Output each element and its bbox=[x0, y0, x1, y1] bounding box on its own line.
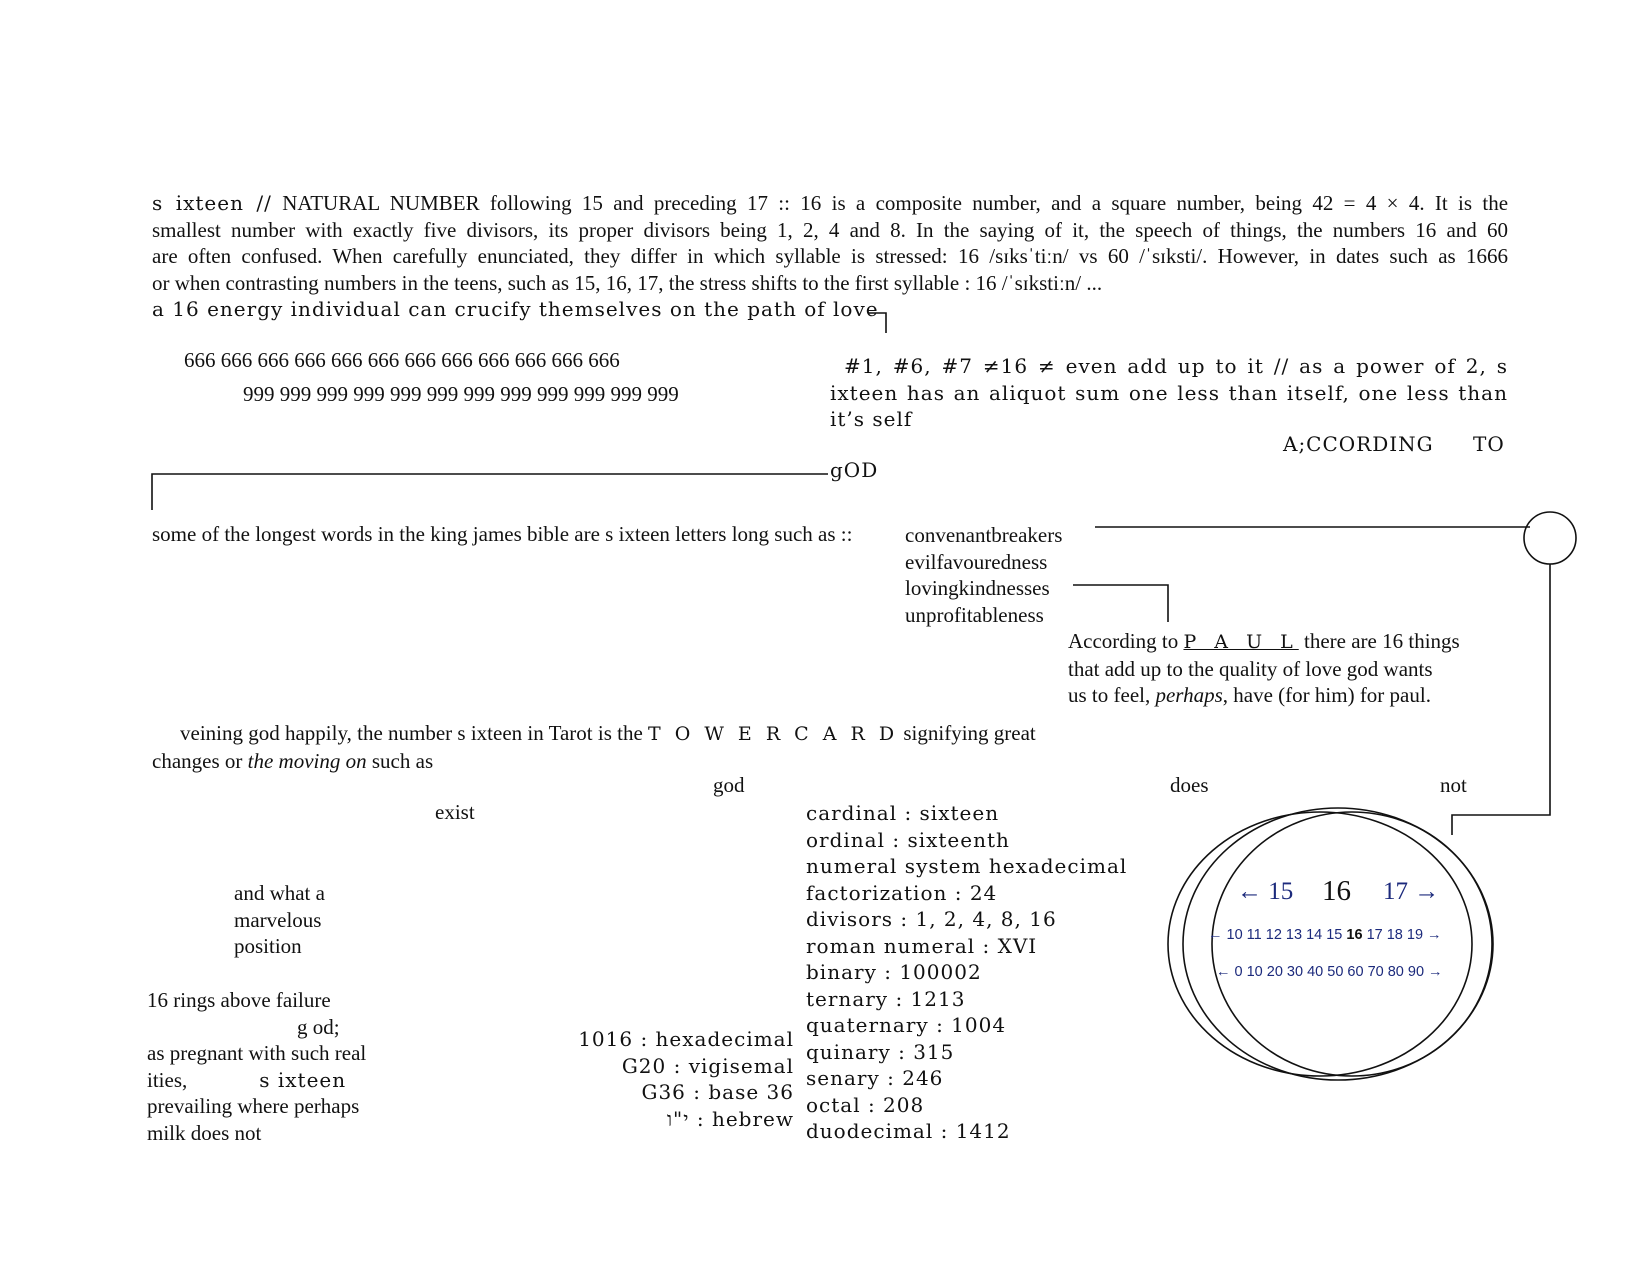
paul-paragraph bbox=[1068, 628, 1460, 709]
rings-line-1: 16 rings above failure bbox=[147, 988, 331, 1012]
tower-card-label: T O W E R C A R D bbox=[648, 723, 899, 745]
marvel-line: and what a bbox=[234, 881, 325, 905]
tarot-line-1 bbox=[152, 720, 1036, 748]
scatter-does: does bbox=[1170, 773, 1209, 797]
intro-line-1-text: following 15 and preceding 17 :: 16 is a composite number, and a square number, being 42 = 4 × 4. It is the bbox=[489, 191, 1509, 215]
paul-name: P A U L bbox=[1183, 631, 1299, 653]
property-item: binary : 100002 bbox=[806, 960, 982, 984]
property-item: numeral system hexadecimal bbox=[806, 854, 1128, 878]
property-item: quaternary : 1004 bbox=[806, 1013, 1007, 1037]
rings-line-3: as pregnant with such real bbox=[147, 1041, 367, 1065]
bible-word: lovingkindnesses bbox=[905, 576, 1050, 600]
intro-line-2: smallest number with exactly five divisors, its proper divisors being 1, 2, 4 and 8. In the saying of it, the speech of things, the numbers 16 and 60 bbox=[152, 217, 1508, 242]
paul-line-3 bbox=[1068, 682, 1460, 709]
scatter-exist: exist bbox=[435, 800, 475, 824]
rings-line-4 bbox=[147, 1067, 366, 1094]
teens-nav-current: 16 bbox=[1346, 927, 1363, 943]
lovingkindness-connector bbox=[1073, 585, 1168, 622]
paul-line-2: that add up to the quality of love god wants bbox=[1068, 656, 1433, 681]
property-item: octal : 208 bbox=[806, 1092, 925, 1117]
property-item: senary : 246 bbox=[806, 1066, 944, 1090]
outer-ring-right bbox=[1212, 812, 1492, 1076]
marvel-line: marvelous bbox=[234, 907, 322, 932]
sixes-row: 666 666 666 666 666 666 666 666 666 666 666 666 bbox=[184, 348, 620, 372]
bible-intro: some of the longest words in the king james bible are s ixteen letters long such as :: bbox=[152, 522, 853, 546]
paul-line-1 bbox=[1068, 628, 1460, 656]
properties-list bbox=[806, 800, 1127, 1145]
base-line: י"ו : hebrew bbox=[666, 1106, 794, 1131]
property-item: roman numeral : XVI bbox=[806, 933, 1038, 958]
nav-current-number: 16 bbox=[1322, 875, 1351, 907]
property-item: divisors : 1, 2, 4, 8, 16 bbox=[806, 907, 1057, 931]
property-item: cardinal : sixteen bbox=[806, 801, 1000, 825]
tarot-line-2-b: such as bbox=[371, 748, 434, 773]
paul-line-1-b: there are 16 things bbox=[1304, 629, 1460, 653]
perhaps-emphasis: perhaps bbox=[1155, 683, 1223, 707]
tarot-line-2-a: changes or bbox=[152, 748, 243, 773]
nav-prev-link[interactable]: ← 15 bbox=[1237, 878, 1294, 905]
paul-line-3-a: us to feel, bbox=[1068, 683, 1151, 707]
power-line-1: #1, #6, #7 ≠16 ≠ even add up to it // as a power of 2, s bbox=[844, 354, 1508, 378]
god-connector-line bbox=[152, 474, 828, 510]
property-item: quinary : 315 bbox=[806, 1039, 955, 1064]
power-line-2: ixteen has an aliquot sum one less than itself, one less than bbox=[830, 380, 1508, 405]
marvel-line: position bbox=[234, 934, 302, 958]
rings-s-ixteen: s ixteen bbox=[259, 1067, 347, 1092]
according-label: A;CCORDING bbox=[1283, 432, 1434, 456]
scatter-not: not bbox=[1440, 773, 1467, 797]
nav-next-link[interactable]: 17 → bbox=[1383, 878, 1440, 905]
intro-line-4: or when contrasting numbers in the teens, such as 15, 16, 17, the stress shifts to the first syllable : 16 /ˈsɪkstiːn/ ... bbox=[152, 270, 1103, 295]
tens-nav[interactable]: ← 0 10 20 30 40 50 60 70 80 90 → bbox=[1216, 964, 1443, 980]
rings-block bbox=[147, 987, 366, 1146]
intro-line-3: are often confused. When carefully enunciated, they differ in which syllable is stressed: 16 /sɪksˈtiːn/ vs 60 /ˈsɪksti/. However, in dates such as 1666 bbox=[152, 244, 1508, 268]
power-paragraph bbox=[830, 353, 1508, 433]
teens-nav bbox=[1208, 927, 1442, 943]
rings-line-4-a: ities, bbox=[147, 1067, 188, 1092]
to-label: TO bbox=[1473, 432, 1505, 456]
base-line: 1016 : hexadecimal bbox=[578, 1027, 794, 1051]
teens-nav-left[interactable]: ← 10 11 12 13 14 15 bbox=[1208, 927, 1343, 943]
scatter-god: god bbox=[713, 773, 745, 797]
tarot-line-1-b: signifying great bbox=[903, 721, 1036, 745]
paul-line-3-b: , have (for him) for paul. bbox=[1222, 683, 1431, 707]
marvel-block bbox=[234, 880, 325, 960]
property-item: ordinal : sixteenth bbox=[806, 827, 1010, 852]
base-line: G36 : base 36 bbox=[641, 1080, 794, 1104]
property-item: factorization : 24 bbox=[806, 880, 998, 905]
property-item: ternary : 1213 bbox=[806, 986, 966, 1011]
natural-number-label: NATURAL NUMBER bbox=[282, 191, 480, 215]
bible-word: unprofitableness bbox=[905, 602, 1044, 627]
intro-line-1 bbox=[152, 190, 1508, 217]
rings-line-5: prevailing where perhaps bbox=[147, 1094, 360, 1118]
power-line-3: it’s self bbox=[830, 407, 913, 431]
small-circle bbox=[1524, 512, 1576, 564]
rings-line-6: milk does not bbox=[147, 1120, 262, 1145]
intro-line-5: a 16 energy individual can crucify themselves on the path of love bbox=[152, 297, 879, 321]
bible-word-list bbox=[905, 522, 1062, 628]
outer-ring-left bbox=[1168, 812, 1472, 1076]
god-caps-label: gOD bbox=[830, 458, 879, 482]
paul-line-1-a: According to bbox=[1068, 629, 1179, 653]
s-ixteen-label: s ixteen // bbox=[152, 191, 272, 215]
rings-line-2: g od; bbox=[297, 1014, 340, 1039]
nines-row: 999 999 999 999 999 999 999 999 999 999 999 999 bbox=[243, 382, 679, 406]
tarot-line-1-a: veining god happily, the number s ixteen in Tarot is the bbox=[180, 721, 643, 745]
outer-ring-middle bbox=[1183, 808, 1493, 1080]
property-item: duodecimal : 1412 bbox=[806, 1119, 1011, 1143]
teens-nav-right[interactable]: 17 18 19 → bbox=[1366, 927, 1442, 943]
intro-paragraph bbox=[152, 190, 1508, 323]
tarot-line-2 bbox=[152, 748, 1036, 775]
bases-left-block bbox=[560, 1026, 794, 1132]
moving-on-emphasis: the moving on bbox=[247, 748, 367, 773]
bible-word: convenantbreakers bbox=[905, 523, 1063, 547]
base-line: G20 : vigisemal bbox=[621, 1053, 794, 1078]
bible-word: evilfavouredness bbox=[905, 549, 1048, 574]
tarot-paragraph bbox=[152, 720, 1036, 774]
